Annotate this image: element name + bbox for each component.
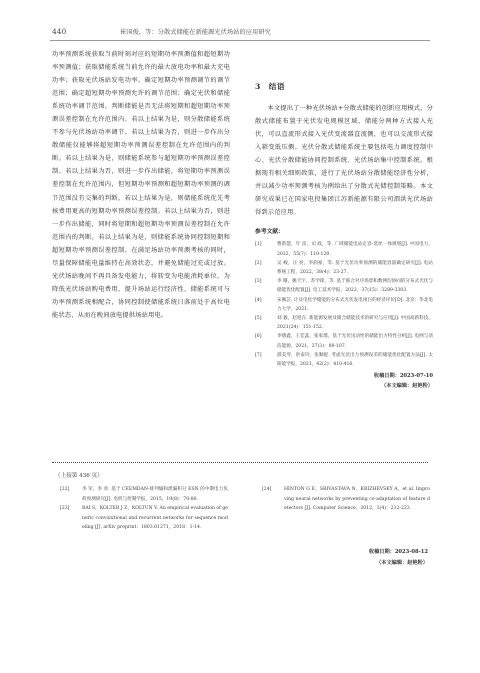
- reference-number: [22]: [60, 487, 70, 492]
- reference-text: 李德鑫，王佳蕊，张家郡，基于光伏送动性的储能出力特性分析[J]. 电网与清洁能源，2021，37(3)：89-107.: [277, 334, 433, 349]
- reference-list: [262, 485, 430, 514]
- editor-credit: （本文编辑：赵艳粉）: [376, 560, 428, 566]
- reference-text: 游美琴，洪泰玲，张顺捉. 考虑光伏出力预测误差的储能优化配置方法[J]. 太阳能学报，2021，42(2)：410-416.: [277, 352, 433, 368]
- body-paragraph: 功率预测系统获取当前时刻对应的短期功率预测值和超短期功率预测值；获取储能系统当前允许的最大放电功率和最大充电功率；获取光伏场站发电功率。确定短期功率预测调节的调节范围；确定超短期功率预测允许的调节范围；确定光伏和储能系统功率调节范围。判断储能是否无法将短期和超短期功率预测误差控制在允许范围内。若以上结果为是，则分散储能系统不参与光伏场站功率调节。若以上结果为否，则进一步作出分散储能仅能够将超短期功率预测误差控制在允许范围内的判断。若以上结果为是，则储能系统参与超短期功率预测误差控制。若以上结果为否，则进一步作出储能，将短期功率预测误差控制在允许范围内，但短期功率预测和超短期功率预测的调节范围没有交集的判断。若以上结果为是，则储能系统优先考核费用更高的短期功率预测误差控制。若以上结果为否，则进一步作出储能，同时将短期和超短期功率预测误差控制在允许范围内的判断。若以上结果为是，则储能系统协同控制短期和超短期功率预测误差控制。在满足场站功率预测考核的同时，尽量保障储能电量维持在高效状态，并避免储能过充或过放。光伏场站晚间不再具备发电能力，将转变为电能消耗单位，为降低光伏场站购电费用，提升场站运行经济性，储能系统可与功率预测系统相配合，协同控制使储能系统日落前处于高位电能状态，从而在晚间放电提供场站用电。: [52, 51, 230, 319]
- reference-number: [24]: [262, 487, 272, 492]
- reference-list: [60, 485, 228, 533]
- reference-text: 曹新慧，年 彦，司 政，等. 广域储能电站定容-选址一体规划[J]. 中国电力，2022，55(7)：110-120.: [277, 242, 433, 257]
- section-divider: [52, 462, 428, 463]
- reference-number: [5]: [255, 316, 262, 322]
- reference-number: [23]: [60, 506, 70, 512]
- reference-list: [255, 240, 433, 369]
- editor-credit: （本文编辑：赵艳粉）: [381, 383, 433, 390]
- reference-number: [7]: [255, 352, 262, 358]
- reference-item: [255, 296, 433, 314]
- bottom-left-column: [60, 485, 228, 533]
- reference-item: [255, 277, 433, 295]
- received-date: 收稿日期：2023-07-10: [373, 373, 433, 380]
- reference-item: [255, 240, 433, 258]
- reference-number: [1]: [255, 242, 262, 248]
- header-rule: [50, 40, 430, 41]
- right-column: [255, 48, 433, 389]
- references-heading: 参考文献：: [255, 229, 284, 236]
- reference-item: [255, 351, 433, 369]
- section-title: 结语: [268, 82, 285, 91]
- running-head: 崔国俊，等：分散式储能在新能源光伏场站的应用研究: [120, 29, 271, 36]
- reference-item: [255, 332, 433, 350]
- reference-item: [255, 259, 433, 277]
- reference-text: BAI S，KOLTER J Z，KOLTUN V. An empirical evaluation of generic convolutional and recurrent networks for sequence modeling [J]. arXiv preprint：1803.01271，2018：1-14.: [82, 506, 228, 531]
- reference-item: [262, 485, 430, 514]
- reference-number: [3]: [255, 279, 262, 285]
- continued-from-label: （上接第 436 页）: [55, 473, 103, 479]
- reference-number: [6]: [255, 334, 262, 340]
- section-heading: [255, 81, 433, 92]
- reference-number: [2]: [255, 260, 262, 266]
- received-date: 收稿日期：2023-08-12: [368, 549, 428, 555]
- page-number: 440: [52, 27, 67, 36]
- reference-item: [60, 485, 228, 504]
- section-number: 3: [255, 82, 261, 91]
- reference-text: 李 军，李 青. 基于 CEEMDAN-排列熵和泄漏积分 ESN 的中期电力负荷预测研究[J]. 电机与控制学报，2015，19(8)：70-80.: [82, 487, 228, 502]
- left-column: [52, 48, 230, 322]
- reference-number: [4]: [255, 297, 262, 303]
- reference-item: [60, 504, 228, 533]
- reference-text: 李 珊，姚天宇，苏学锋，等. 基于联合对序场景和数网均协同的分布式光伏与储能优化配置[J]. 电工技术学报，2022，37(15)：3289-3303.: [277, 279, 433, 294]
- reference-text: 吴 峻，汪 亮，李润豪，等. 基于光伏功率预测的储能容量确定研究[J]. 电站系统工程，2022，38(4)：23-27.: [277, 260, 433, 276]
- reference-text: 刘 毅，赵旭在. 新能源发展及储合储能技术的研究与应用[J]. 中国高新科技，2021(24)：151-152.: [277, 316, 433, 331]
- bottom-right-column: [262, 485, 430, 514]
- reference-item: [255, 314, 433, 332]
- conclusion-paragraph: 本文提出了一种光伏场站+分散式储能的创新应用模式，分散式储能布置于光伏发电规模区域，储能分两种方式接入光伏，可以直流形式接入光伏变流器直流侧，也可以交流形式接入箱变低压侧。光伏分散式储能系统主要包括电力调度控制中心、光伏分散储能协同控制系统、光伏场站集中控制系统。根据现有相关细则政策，进行了光伏场站分散储能经济性分析，并以减少功率预测考核为例给出了分散式光储控制策略。本文研究成果已在国家电投集团江苏新能源有限公司泗洪光伏场站得到示范应用。: [255, 105, 433, 217]
- reference-text: 宋佩芸. 计及电化学储能的分布式光伏发电项目的经济评价[D]. 北京：华北电力大学，2021.: [277, 297, 433, 312]
- reference-text: HINTON G E，SRIVASTAVA N，KRIZHEVSKY A，et al. Improving neural networks by preventing co-adaptation of feature detectors [J]. Computer Science，2012，3(4)：212-223.: [284, 487, 430, 512]
